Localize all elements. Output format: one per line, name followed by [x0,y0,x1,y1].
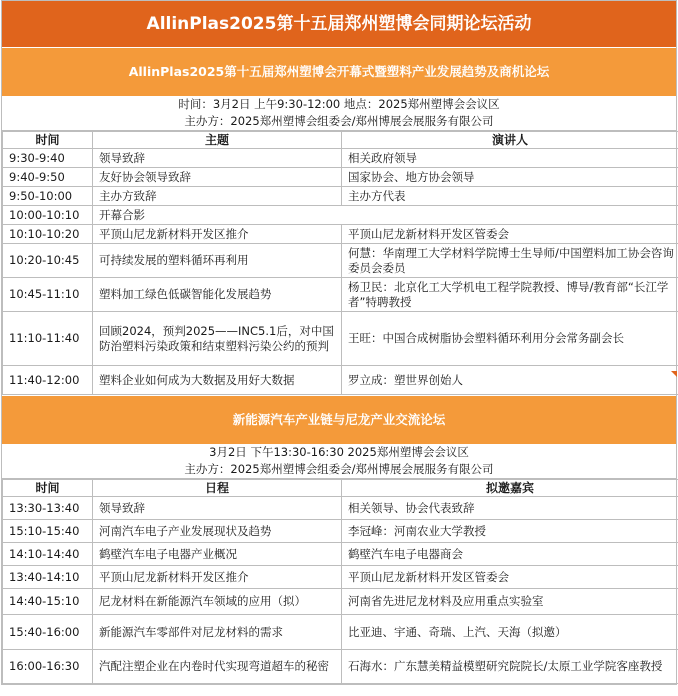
main-title: AllinPlas2025第十五届郑州塑博会同期论坛活动 [2,1,676,47]
row-speaker: 杨卫民：北京化工大学机电工程学院教授、博导/教育部“长江学者”特聘教授 [342,278,678,312]
row-topic: 领导致辞 [93,497,342,520]
row-speaker: 平顶山尼龙新材料开发区管委会 [342,225,678,244]
row-time: 11:40-12:00 [3,366,93,395]
section1-info-line2: 主办方：2025郑州塑博会组委会/郑州博展会展服务有限公司 [184,114,494,128]
table-row [3,168,678,187]
table-row [3,650,678,684]
row-speaker: 平顶山尼龙新材料开发区管委会 [342,566,678,589]
row-time: 9:40-9:50 [3,168,93,187]
forum-schedule [1,0,677,685]
table-row [3,615,678,650]
row-topic: 领导致辞 [93,149,342,168]
row-time: 10:20-10:45 [3,244,93,278]
row-speaker: 比亚迪、宇通、奇瑞、上汽、天海（拟邀） [342,615,678,650]
corner-marker [671,371,677,377]
row-speaker: 相关政府领导 [342,149,678,168]
section2-info-line1: 3月2日 下午13:30-16:30 2025郑州塑博会会议区 [209,445,469,459]
row-topic: 回顾2024，预判2025——INC5.1后，对中国防治塑料污染政策和结束塑料污染公约的预判 [93,312,342,366]
section1-header-row [3,132,678,149]
table-row [3,278,678,312]
row-topic: 新能源汽车零部件对尼龙材料的需求 [93,615,342,650]
row-speaker: 王旺：中国合成树脂协会塑料循环利用分会常务副会长 [342,312,678,366]
column-header-time: 时间 [3,132,93,149]
column-header-schedule: 日程 [93,480,342,497]
row-speaker: 相关领导、协会代表致辞 [342,497,678,520]
table-row [3,543,678,566]
row-time: 10:10-10:20 [3,225,93,244]
row-time: 9:50-10:00 [3,187,93,206]
row-topic: 平顶山尼龙新材料开发区推介 [93,566,342,589]
table-row [3,589,678,615]
section2-title: 新能源汽车产业链与尼龙产业交流论坛 [2,395,676,444]
column-header-topic: 主题 [93,132,342,149]
section1-title: AllinPlas2025第十五届郑州塑博会开幕式暨塑料产业发展趋势及商机论坛 [2,47,676,96]
section2-table [2,479,678,684]
table-row [3,244,678,278]
row-speaker: 鹤壁汽车电子电器商会 [342,543,678,566]
section1-table [2,131,678,395]
row-time: 10:00-10:10 [3,206,93,225]
table-row [3,520,678,543]
row-topic: 塑料加工绿色低碳智能化发展趋势 [93,278,342,312]
section2-info-line2: 主办方：2025郑州塑博会组委会/郑州博展会展服务有限公司 [184,462,494,476]
row-speaker: 李冠峰：河南农业大学教授 [342,520,678,543]
row-time: 15:40-16:00 [3,615,93,650]
column-header-time: 时间 [3,480,93,497]
row-time: 14:40-15:10 [3,589,93,615]
row-topic: 塑料企业如何成为大数据及用好大数据 [93,366,342,395]
section1-info [2,96,676,131]
section1-info-line1: 时间：3月2日 上午9:30-12:00 地点：2025郑州塑博会会议区 [178,97,500,111]
row-topic: 可持续发展的塑料循环再利用 [93,244,342,278]
column-header-guest: 拟邀嘉宾 [342,480,678,497]
row-topic: 尼龙材料在新能源汽车领域的应用（拟） [93,589,342,615]
row-topic: 主办方致辞 [93,187,342,206]
row-time: 16:00-16:30 [3,650,93,684]
table-row [3,366,678,395]
table-row [3,312,678,366]
row-speaker: 主办方代表 [342,187,678,206]
table-row [3,149,678,168]
row-topic: 汽配注塑企业在内卷时代实现弯道超车的秘密 [93,650,342,684]
row-topic: 友好协会领导致辞 [93,168,342,187]
row-time: 14:10-14:40 [3,543,93,566]
section2-info [2,444,676,479]
table-row [3,225,678,244]
table-row [3,206,678,225]
table-row [3,566,678,589]
row-time: 13:40-14:10 [3,566,93,589]
column-header-speaker: 演讲人 [342,132,678,149]
row-speaker: 国家协会、地方协会领导 [342,168,678,187]
table-row [3,497,678,520]
row-speaker: 石海水：广东慧美精益模塑研究院院长/太原工业学院客座教授 [342,650,678,684]
row-time: 9:30-9:40 [3,149,93,168]
row-topic: 鹤壁汽车电子电器产业概况 [93,543,342,566]
row-topic: 平顶山尼龙新材料开发区推介 [93,225,342,244]
row-time: 15:10-15:40 [3,520,93,543]
row-time: 10:45-11:10 [3,278,93,312]
row-speaker: 何慧：华南理工大学材料学院博士生导师/中国塑料加工协会咨询委员会委员 [342,244,678,278]
table-row [3,187,678,206]
row-topic: 河南汽车电子产业发展现状及趋势 [93,520,342,543]
row-speaker: 河南省先进尼龙材料及应用重点实验室 [342,589,678,615]
row-time: 13:30-13:40 [3,497,93,520]
row-topic: 开幕合影 [93,206,678,225]
row-time: 11:10-11:40 [3,312,93,366]
row-speaker: 罗立成：塑世界创始人 [342,366,678,395]
section2-header-row [3,480,678,497]
